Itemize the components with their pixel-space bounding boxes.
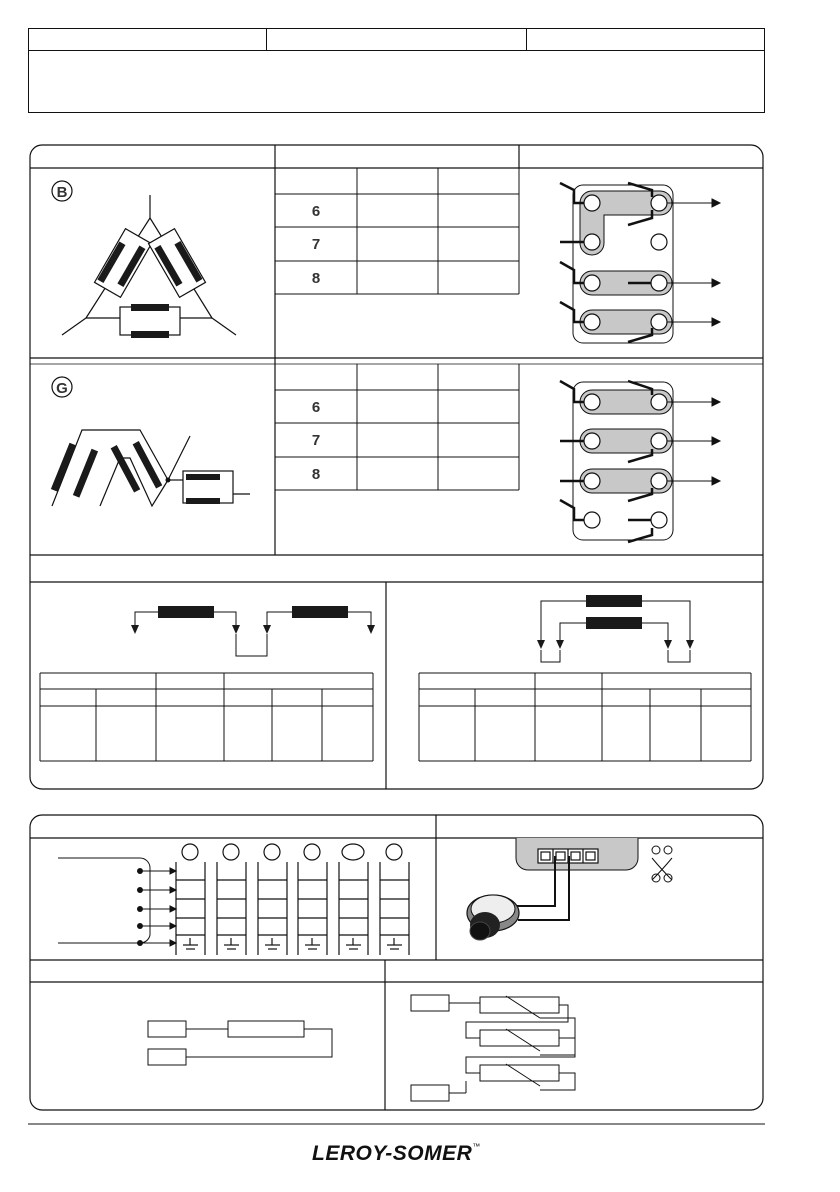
g-row-8: 8 — [311, 466, 321, 483]
strip-1 — [176, 862, 205, 955]
trademark-symbol: ™ — [472, 1142, 481, 1151]
strip-6 — [380, 862, 409, 955]
potentiometer-knob-icon — [467, 895, 519, 940]
b-row-6: 6 — [311, 203, 321, 220]
parallel-winding-diagram — [537, 595, 694, 662]
switch-chain-diagram — [411, 995, 575, 1101]
brand-name: LEROY-SOMER — [312, 1142, 473, 1165]
strip-2 — [217, 862, 246, 955]
series-winding-diagram — [131, 606, 375, 656]
g-terminal-block — [560, 381, 720, 542]
letter-b: B — [56, 184, 68, 201]
b-row-7: 7 — [311, 236, 321, 253]
b-row-8: 8 — [311, 270, 321, 287]
parallel-data-table — [419, 673, 751, 761]
series-data-table — [40, 673, 373, 761]
strip-3 — [258, 862, 287, 955]
letter-g: G — [56, 380, 68, 397]
strip-4 — [298, 862, 327, 955]
star-connection-symbol — [51, 377, 250, 506]
no-cut-icon — [652, 846, 672, 882]
delta-connection-symbol — [52, 181, 236, 338]
strip-5 — [339, 862, 368, 955]
single-link-diagram — [148, 1021, 332, 1065]
voltage-selector-diagram — [58, 844, 409, 955]
potentiometer-connector — [467, 838, 672, 940]
g-row-7: 7 — [311, 432, 321, 449]
brand-logo — [312, 1142, 512, 1170]
b-terminal-block — [560, 183, 720, 343]
g-row-6: 6 — [311, 399, 321, 416]
